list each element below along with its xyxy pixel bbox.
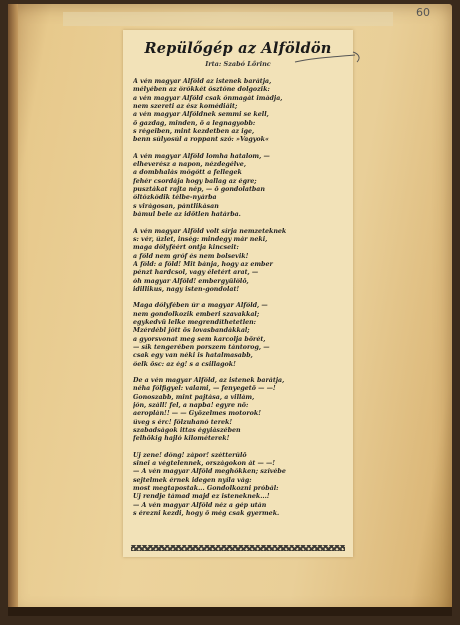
page-bottom-edge (8, 607, 452, 616)
poem-line: — A vén magyar Alföld néz a gép után (133, 501, 267, 509)
poem-line: a föld nem gróf és nem bolsevik! (133, 252, 249, 260)
poem-stanza (133, 153, 349, 220)
poem-line: maga dölyféért ontja kincseit: (133, 244, 239, 252)
poem-line: néha fölfigyel: valami, — fenyegető — —! (133, 385, 276, 393)
poem-line: bámul bele az időtlen határba. (133, 211, 241, 219)
poem-line: öltözködik télbe-nyárba (133, 194, 217, 202)
poem-line: fehér csordája hogy ballag az égre; (133, 177, 257, 185)
poem-line: — sík tengerében porszem tántorog, — (133, 343, 270, 351)
poem-line: A vén magyar Alföld lomha hatalom, — (133, 152, 270, 160)
poem-line: a vén magyar Alföldnek semmi se kell, (133, 111, 269, 119)
poem-line: felhőkig hajló kilométerek! (133, 435, 230, 443)
poem-line: idillikus, nagy isten-gondolat! (133, 285, 240, 293)
poem-line: — A vén magyar Alföld meghökken; szívébe (133, 468, 286, 476)
poem-stanza (133, 302, 349, 369)
poem-line: A vén magyar Alföld volt sírja nemzeteknek (133, 227, 287, 235)
poem-line: s régeiben, mint kezdetben az ige, (133, 128, 255, 136)
poem-line: a vén magyar Alföld csak önmagát imádja, (133, 94, 283, 102)
poem-line: De a vén magyar Alföld, az istenek barátja, (133, 377, 285, 384)
poem-line: A vén magyar Alföld az istenek barátja, (133, 78, 272, 85)
decorative-border (131, 545, 345, 551)
poem-line: a gyorsvonat meg sem karcolja bőrét, (133, 335, 266, 343)
poem-line: Maga dölyfében úr a magyar Alföld, — (133, 302, 268, 310)
book-spine (8, 4, 18, 616)
poem-line: s érezni kezdi, hogy ő még csak gyermek. (133, 510, 280, 518)
poem-stanza (133, 377, 349, 444)
poem-line: csak egy van néki is hatalmasabb, (133, 352, 253, 360)
poem-line: a dombhalás mögött a fellegek (133, 169, 242, 177)
poem-line: pénzt hardcsol, vagy életért arat, — (133, 269, 259, 277)
page-number: 60 (416, 6, 430, 19)
poem-line: üveg s érc! fölzuhanó terek! (133, 418, 233, 426)
poem-line: egykedvű lelke megrendíthetetlen: (133, 318, 257, 326)
poem-line: sinei a végtelennek, országokon át — —! (133, 460, 276, 468)
poem-stanza (133, 78, 349, 145)
poem-stanza (133, 452, 349, 519)
poem-line: óh magyar Alföld! embergyűlölő, (133, 277, 249, 285)
poem-line: Új rendje támad majd ez isteneknek...! (133, 493, 270, 501)
poem-line: most megtapostak... Gondolkozni próbál: (133, 485, 279, 493)
poem-line: nem gondolkozik emberi szavakkal; (133, 310, 260, 318)
poem-line: benn súlyosúl a roppant szó: »Vagyok« (133, 136, 269, 144)
poem-line: mélyében az örökkét ösztöne dolgozik: (133, 86, 270, 94)
poem-title: Repülőgép az Alföldön (144, 40, 332, 57)
tape-strip (63, 12, 393, 26)
poem-body (133, 78, 349, 527)
poem-author: Irta: Szabó Lőrinc (205, 60, 271, 68)
poem-line: ő gazdag, minden, ő a legnagyobb: (133, 119, 256, 127)
poem-line: jön, száll! fel, a napba! egyre nő: (133, 402, 249, 410)
newspaper-clipping (123, 30, 353, 557)
poem-line: Uj zene! döng! zápor! szétterülő (133, 451, 247, 459)
poem-line: s: vér, üzlet, inség: mindegy már neki, (133, 235, 268, 243)
poem-line: öelk ősc: az ég! s a csillagok! (133, 360, 236, 368)
poem-line: nem szereti az ész komédiáit; (133, 103, 238, 111)
poem-line: pusztákat rajta nép, — ő gondolatban (133, 186, 265, 194)
poem-stanza (133, 228, 349, 295)
poem-line: s virágosan, pántlikásan (133, 202, 219, 210)
poem-line: Gonoszabb, mint pajtása, a villám, (133, 393, 255, 401)
poem-line: sejtelmek érnek idegen nyíla vág: (133, 476, 252, 484)
poem-line: A föld: a föld! Mit bánja, hogy az ember (133, 260, 273, 268)
pencil-underline-mark (293, 48, 363, 70)
poem-line: szabadságok ittas égyiászében (133, 427, 241, 435)
poem-line: elheverész a napon, nézdegélve, (133, 161, 247, 169)
poem-line: aeroplán!! — — Győzelmes motorok! (133, 410, 261, 418)
poem-line: Mzérdébl jött ős lovasbandákkal; (133, 327, 250, 335)
